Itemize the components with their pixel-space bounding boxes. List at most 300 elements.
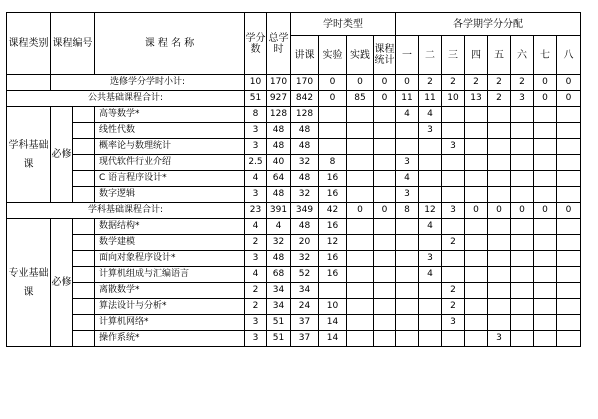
course-semester-2: 4 bbox=[419, 267, 442, 283]
course-semester-2: 3 bbox=[419, 251, 442, 267]
major-course-row bbox=[7, 299, 581, 315]
course-name: 计算机网络* bbox=[95, 315, 245, 331]
discipline-course-row bbox=[7, 107, 581, 123]
course-semester-5 bbox=[488, 251, 511, 267]
public-total-value: 3 bbox=[511, 91, 534, 107]
elective-subtotal-row-value: 0 bbox=[534, 75, 557, 91]
course-name: 计算机组成与汇编语言 bbox=[95, 267, 245, 283]
course-semester-7 bbox=[534, 315, 557, 331]
course-lecture-hours: 128 bbox=[291, 107, 319, 123]
public-total-value: 0 bbox=[534, 91, 557, 107]
course-code bbox=[73, 331, 95, 347]
course-name: 离散数学* bbox=[95, 283, 245, 299]
course-credits: 3 bbox=[245, 187, 267, 203]
course-semester-1: 3 bbox=[396, 187, 419, 203]
elective-subtotal-row-value: 2 bbox=[465, 75, 488, 91]
course-semester-6 bbox=[511, 139, 534, 155]
course-semester-1 bbox=[396, 283, 419, 299]
course-name: 数据结构* bbox=[95, 219, 245, 235]
course-experiment-hours: 16 bbox=[319, 219, 347, 235]
elective-subtotal-row-value: 0 bbox=[396, 75, 419, 91]
course-extracurricular-hours bbox=[374, 315, 396, 331]
course-extracurricular-hours bbox=[374, 123, 396, 139]
major-course-row bbox=[7, 315, 581, 331]
course-experiment-hours: 10 bbox=[319, 299, 347, 315]
course-name: 面向对象程序设计* bbox=[95, 251, 245, 267]
course-semester-8 bbox=[557, 283, 581, 299]
discipline-category: 学科基础课 bbox=[7, 107, 51, 203]
header-semester-distribution: 各学期学分分配 bbox=[396, 13, 581, 36]
discipline-total-row bbox=[7, 203, 581, 219]
elective-subtotal-row-value: 0 bbox=[319, 75, 347, 91]
header-practice: 实践 bbox=[347, 36, 374, 75]
course-credits: 3 bbox=[245, 251, 267, 267]
course-practice-hours bbox=[347, 107, 374, 123]
course-semester-3 bbox=[442, 171, 465, 187]
course-practice-hours bbox=[347, 139, 374, 155]
course-total-hours: 34 bbox=[267, 299, 291, 315]
major-course-row bbox=[7, 219, 581, 235]
discipline-course-row bbox=[7, 139, 581, 155]
course-semester-8 bbox=[557, 299, 581, 315]
discipline-total-value: 0 bbox=[557, 203, 581, 219]
course-code bbox=[73, 299, 95, 315]
course-semester-4 bbox=[465, 219, 488, 235]
public-total-value: 85 bbox=[347, 91, 374, 107]
course-practice-hours bbox=[347, 267, 374, 283]
course-total-hours: 48 bbox=[267, 251, 291, 267]
discipline-total-label: 学科基础课程合计: bbox=[7, 203, 245, 219]
course-name: 现代软件行业介绍 bbox=[95, 155, 245, 171]
course-semester-1 bbox=[396, 331, 419, 347]
course-semester-5 bbox=[488, 107, 511, 123]
course-semester-2 bbox=[419, 235, 442, 251]
public-total-value: 11 bbox=[396, 91, 419, 107]
course-credits: 3 bbox=[245, 331, 267, 347]
public-total-value: 13 bbox=[465, 91, 488, 107]
course-semester-6 bbox=[511, 107, 534, 123]
course-total-hours: 51 bbox=[267, 331, 291, 347]
course-lecture-hours: 32 bbox=[291, 155, 319, 171]
header-semester-3: 三 bbox=[442, 36, 465, 75]
course-practice-hours bbox=[347, 187, 374, 203]
course-semester-5 bbox=[488, 299, 511, 315]
course-semester-8 bbox=[557, 139, 581, 155]
course-semester-3 bbox=[442, 267, 465, 283]
course-semester-7 bbox=[534, 107, 557, 123]
course-semester-4 bbox=[465, 267, 488, 283]
header-code: 课程编号 bbox=[51, 13, 95, 75]
discipline-requirement-type: 必修 bbox=[51, 107, 73, 203]
course-total-hours: 48 bbox=[267, 187, 291, 203]
course-experiment-hours: 8 bbox=[319, 155, 347, 171]
course-experiment-hours: 16 bbox=[319, 251, 347, 267]
course-semester-6 bbox=[511, 171, 534, 187]
course-semester-6 bbox=[511, 187, 534, 203]
course-semester-4 bbox=[465, 235, 488, 251]
header-category: 课程类别 bbox=[7, 13, 51, 75]
course-semester-6 bbox=[511, 219, 534, 235]
major-category: 专业基础课 bbox=[7, 219, 51, 347]
course-credits: 2.5 bbox=[245, 155, 267, 171]
course-total-hours: 51 bbox=[267, 315, 291, 331]
public-total-value: 11 bbox=[419, 91, 442, 107]
elective-subtotal-row-blank bbox=[7, 75, 51, 91]
course-code bbox=[73, 123, 95, 139]
course-semester-4 bbox=[465, 187, 488, 203]
course-total-hours: 64 bbox=[267, 171, 291, 187]
course-semester-2 bbox=[419, 155, 442, 171]
course-semester-7 bbox=[534, 235, 557, 251]
discipline-course-row bbox=[7, 123, 581, 139]
discipline-total-value: 0 bbox=[347, 203, 374, 219]
course-code bbox=[73, 155, 95, 171]
course-lecture-hours: 20 bbox=[291, 235, 319, 251]
course-name: 操作系统* bbox=[95, 331, 245, 347]
discipline-total-value: 12 bbox=[419, 203, 442, 219]
course-name: 线性代数 bbox=[95, 123, 245, 139]
course-semester-7 bbox=[534, 267, 557, 283]
course-name: 数字逻辑 bbox=[95, 187, 245, 203]
course-lecture-hours: 32 bbox=[291, 251, 319, 267]
course-practice-hours bbox=[347, 331, 374, 347]
course-semester-5 bbox=[488, 171, 511, 187]
course-credits: 2 bbox=[245, 299, 267, 315]
course-semester-2 bbox=[419, 139, 442, 155]
course-extracurricular-hours bbox=[374, 187, 396, 203]
elective-subtotal-row-value: 0 bbox=[557, 75, 581, 91]
course-experiment-hours: 12 bbox=[319, 235, 347, 251]
discipline-course-row bbox=[7, 171, 581, 187]
course-experiment-hours bbox=[319, 139, 347, 155]
header-semester-4: 四 bbox=[465, 36, 488, 75]
course-semester-3: 3 bbox=[442, 139, 465, 155]
course-semester-4 bbox=[465, 107, 488, 123]
major-course-row bbox=[7, 267, 581, 283]
course-name: 数学建模 bbox=[95, 235, 245, 251]
course-semester-7 bbox=[534, 283, 557, 299]
discipline-course-row bbox=[7, 155, 581, 171]
course-semester-4 bbox=[465, 139, 488, 155]
course-semester-8 bbox=[557, 171, 581, 187]
course-extracurricular-hours bbox=[374, 155, 396, 171]
course-semester-5 bbox=[488, 219, 511, 235]
course-semester-1 bbox=[396, 251, 419, 267]
course-semester-4 bbox=[465, 299, 488, 315]
course-semester-3: 3 bbox=[442, 315, 465, 331]
course-name: 算法设计与分析* bbox=[95, 299, 245, 315]
public-total-value: 927 bbox=[267, 91, 291, 107]
course-semester-2 bbox=[419, 299, 442, 315]
course-extracurricular-hours bbox=[374, 283, 396, 299]
discipline-total-value: 0 bbox=[374, 203, 396, 219]
course-name: C 语言程序设计* bbox=[95, 171, 245, 187]
course-code bbox=[73, 219, 95, 235]
course-semester-1: 4 bbox=[396, 107, 419, 123]
discipline-total-value: 8 bbox=[396, 203, 419, 219]
course-semester-1 bbox=[396, 315, 419, 331]
course-lecture-hours: 32 bbox=[291, 187, 319, 203]
course-credits: 4 bbox=[245, 171, 267, 187]
public-total-value: 0 bbox=[319, 91, 347, 107]
course-lecture-hours: 24 bbox=[291, 299, 319, 315]
course-semester-7 bbox=[534, 123, 557, 139]
course-lecture-hours: 34 bbox=[291, 283, 319, 299]
elective-subtotal-row-value: 2 bbox=[511, 75, 534, 91]
course-semester-4 bbox=[465, 283, 488, 299]
course-extracurricular-hours bbox=[374, 267, 396, 283]
course-semester-1 bbox=[396, 139, 419, 155]
course-semester-3 bbox=[442, 251, 465, 267]
header-semester-5: 五 bbox=[488, 36, 511, 75]
course-practice-hours bbox=[347, 251, 374, 267]
curriculum-table-container bbox=[6, 12, 581, 347]
course-semester-6 bbox=[511, 155, 534, 171]
course-semester-5 bbox=[488, 315, 511, 331]
course-semester-8 bbox=[557, 187, 581, 203]
course-semester-1: 4 bbox=[396, 171, 419, 187]
header-row-1 bbox=[7, 13, 581, 36]
header-semester-6: 六 bbox=[511, 36, 534, 75]
course-semester-8 bbox=[557, 219, 581, 235]
course-semester-1 bbox=[396, 299, 419, 315]
course-semester-6 bbox=[511, 123, 534, 139]
header-extracurricular: 课程统计 bbox=[374, 36, 396, 75]
course-extracurricular-hours bbox=[374, 299, 396, 315]
discipline-total-value: 0 bbox=[488, 203, 511, 219]
course-extracurricular-hours bbox=[374, 251, 396, 267]
course-practice-hours bbox=[347, 155, 374, 171]
course-extracurricular-hours bbox=[374, 331, 396, 347]
course-semester-8 bbox=[557, 267, 581, 283]
course-semester-8 bbox=[557, 315, 581, 331]
course-semester-8 bbox=[557, 331, 581, 347]
course-semester-5 bbox=[488, 267, 511, 283]
course-credits: 3 bbox=[245, 139, 267, 155]
course-semester-4 bbox=[465, 155, 488, 171]
course-extracurricular-hours bbox=[374, 139, 396, 155]
discipline-total-value: 42 bbox=[319, 203, 347, 219]
discipline-total-value: 391 bbox=[267, 203, 291, 219]
course-semester-1: 3 bbox=[396, 155, 419, 171]
header-semester-8: 八 bbox=[557, 36, 581, 75]
course-credits: 4 bbox=[245, 219, 267, 235]
elective-subtotal-row bbox=[7, 75, 581, 91]
course-semester-6 bbox=[511, 267, 534, 283]
header-course-name: 课 程 名 称 bbox=[95, 13, 245, 75]
course-lecture-hours: 48 bbox=[291, 171, 319, 187]
public-total-label: 公共基础课程合计: bbox=[7, 91, 245, 107]
course-semester-3 bbox=[442, 331, 465, 347]
elective-subtotal-row-value: 2 bbox=[442, 75, 465, 91]
course-lecture-hours: 37 bbox=[291, 315, 319, 331]
course-experiment-hours: 14 bbox=[319, 331, 347, 347]
course-extracurricular-hours bbox=[374, 171, 396, 187]
course-semester-4 bbox=[465, 331, 488, 347]
course-semester-2 bbox=[419, 315, 442, 331]
course-semester-4 bbox=[465, 123, 488, 139]
course-practice-hours bbox=[347, 299, 374, 315]
course-semester-8 bbox=[557, 251, 581, 267]
course-extracurricular-hours bbox=[374, 107, 396, 123]
course-practice-hours bbox=[347, 171, 374, 187]
elective-subtotal-row-value: 2 bbox=[488, 75, 511, 91]
course-credits: 4 bbox=[245, 267, 267, 283]
course-code bbox=[73, 251, 95, 267]
course-practice-hours bbox=[347, 123, 374, 139]
discipline-total-value: 23 bbox=[245, 203, 267, 219]
course-code bbox=[73, 315, 95, 331]
course-semester-6 bbox=[511, 299, 534, 315]
course-name: 概率论与数理统计 bbox=[95, 139, 245, 155]
course-total-hours: 48 bbox=[267, 123, 291, 139]
public-total-value: 51 bbox=[245, 91, 267, 107]
course-lecture-hours: 48 bbox=[291, 139, 319, 155]
course-total-hours: 128 bbox=[267, 107, 291, 123]
course-semester-6 bbox=[511, 235, 534, 251]
header-semester-1: 一 bbox=[396, 36, 419, 75]
course-code bbox=[73, 107, 95, 123]
course-semester-7 bbox=[534, 299, 557, 315]
course-semester-3 bbox=[442, 187, 465, 203]
discipline-total-value: 0 bbox=[534, 203, 557, 219]
header-total-hours: 总学时 bbox=[267, 13, 291, 75]
course-semester-5 bbox=[488, 139, 511, 155]
course-semester-5 bbox=[488, 235, 511, 251]
public-total-value: 842 bbox=[291, 91, 319, 107]
course-semester-2: 4 bbox=[419, 107, 442, 123]
course-credits: 3 bbox=[245, 123, 267, 139]
elective-subtotal-row-label: 选修学分学时小计: bbox=[51, 75, 245, 91]
elective-subtotal-row-value: 170 bbox=[291, 75, 319, 91]
elective-subtotal-row-value: 170 bbox=[267, 75, 291, 91]
course-experiment-hours: 16 bbox=[319, 267, 347, 283]
curriculum-table bbox=[6, 12, 581, 347]
course-experiment-hours: 16 bbox=[319, 171, 347, 187]
course-semester-2 bbox=[419, 331, 442, 347]
course-practice-hours bbox=[347, 235, 374, 251]
course-credits: 2 bbox=[245, 235, 267, 251]
course-semester-3 bbox=[442, 219, 465, 235]
course-practice-hours bbox=[347, 219, 374, 235]
major-course-row bbox=[7, 251, 581, 267]
course-credits: 8 bbox=[245, 107, 267, 123]
course-practice-hours bbox=[347, 283, 374, 299]
course-lecture-hours: 37 bbox=[291, 331, 319, 347]
course-semester-2: 3 bbox=[419, 123, 442, 139]
header-credits: 学分数 bbox=[245, 13, 267, 75]
course-semester-3 bbox=[442, 155, 465, 171]
course-lecture-hours: 52 bbox=[291, 267, 319, 283]
course-semester-2 bbox=[419, 283, 442, 299]
course-semester-6 bbox=[511, 315, 534, 331]
course-semester-7 bbox=[534, 155, 557, 171]
elective-subtotal-row-value: 10 bbox=[245, 75, 267, 91]
course-semester-5 bbox=[488, 123, 511, 139]
course-experiment-hours bbox=[319, 123, 347, 139]
course-semester-1 bbox=[396, 235, 419, 251]
course-total-hours: 68 bbox=[267, 267, 291, 283]
public-total-row bbox=[7, 91, 581, 107]
header-hour-types: 学时类型 bbox=[291, 13, 396, 36]
header-semester-2: 二 bbox=[419, 36, 442, 75]
course-semester-7 bbox=[534, 219, 557, 235]
course-semester-1 bbox=[396, 123, 419, 139]
major-course-row bbox=[7, 235, 581, 251]
course-experiment-hours: 16 bbox=[319, 187, 347, 203]
major-requirement-type: 必修 bbox=[51, 219, 73, 347]
public-total-value: 0 bbox=[374, 91, 396, 107]
course-semester-6 bbox=[511, 283, 534, 299]
course-semester-3 bbox=[442, 107, 465, 123]
course-experiment-hours bbox=[319, 283, 347, 299]
course-semester-4 bbox=[465, 251, 488, 267]
course-code bbox=[73, 235, 95, 251]
course-total-hours: 34 bbox=[267, 283, 291, 299]
course-semester-1 bbox=[396, 219, 419, 235]
course-practice-hours bbox=[347, 315, 374, 331]
header-semester-7: 七 bbox=[534, 36, 557, 75]
course-semester-7 bbox=[534, 171, 557, 187]
course-semester-2 bbox=[419, 171, 442, 187]
header-experiment: 实验 bbox=[319, 36, 347, 75]
course-semester-2: 4 bbox=[419, 219, 442, 235]
course-code bbox=[73, 171, 95, 187]
course-lecture-hours: 48 bbox=[291, 219, 319, 235]
course-lecture-hours: 48 bbox=[291, 123, 319, 139]
elective-subtotal-row-value: 0 bbox=[347, 75, 374, 91]
major-course-row bbox=[7, 331, 581, 347]
course-total-hours: 4 bbox=[267, 219, 291, 235]
course-semester-5 bbox=[488, 283, 511, 299]
course-semester-8 bbox=[557, 235, 581, 251]
course-extracurricular-hours bbox=[374, 219, 396, 235]
course-semester-3: 2 bbox=[442, 235, 465, 251]
course-extracurricular-hours bbox=[374, 235, 396, 251]
discipline-total-value: 0 bbox=[465, 203, 488, 219]
course-code bbox=[73, 283, 95, 299]
course-code bbox=[73, 187, 95, 203]
course-name: 高等数学* bbox=[95, 107, 245, 123]
course-semester-1 bbox=[396, 267, 419, 283]
course-semester-7 bbox=[534, 251, 557, 267]
public-total-value: 2 bbox=[488, 91, 511, 107]
course-total-hours: 48 bbox=[267, 139, 291, 155]
course-semester-3 bbox=[442, 123, 465, 139]
discipline-total-value: 349 bbox=[291, 203, 319, 219]
course-experiment-hours bbox=[319, 107, 347, 123]
course-semester-7 bbox=[534, 187, 557, 203]
course-semester-8 bbox=[557, 155, 581, 171]
discipline-total-value: 3 bbox=[442, 203, 465, 219]
course-semester-5 bbox=[488, 187, 511, 203]
course-semester-5: 3 bbox=[488, 331, 511, 347]
course-semester-7 bbox=[534, 331, 557, 347]
course-code bbox=[73, 139, 95, 155]
course-semester-4 bbox=[465, 171, 488, 187]
course-experiment-hours: 14 bbox=[319, 315, 347, 331]
course-credits: 2 bbox=[245, 283, 267, 299]
major-course-row bbox=[7, 283, 581, 299]
course-semester-6 bbox=[511, 331, 534, 347]
elective-subtotal-row-value: 0 bbox=[374, 75, 396, 91]
course-semester-4 bbox=[465, 315, 488, 331]
course-semester-2 bbox=[419, 187, 442, 203]
elective-subtotal-row-value: 2 bbox=[419, 75, 442, 91]
course-credits: 3 bbox=[245, 315, 267, 331]
course-semester-5 bbox=[488, 155, 511, 171]
course-semester-7 bbox=[534, 139, 557, 155]
